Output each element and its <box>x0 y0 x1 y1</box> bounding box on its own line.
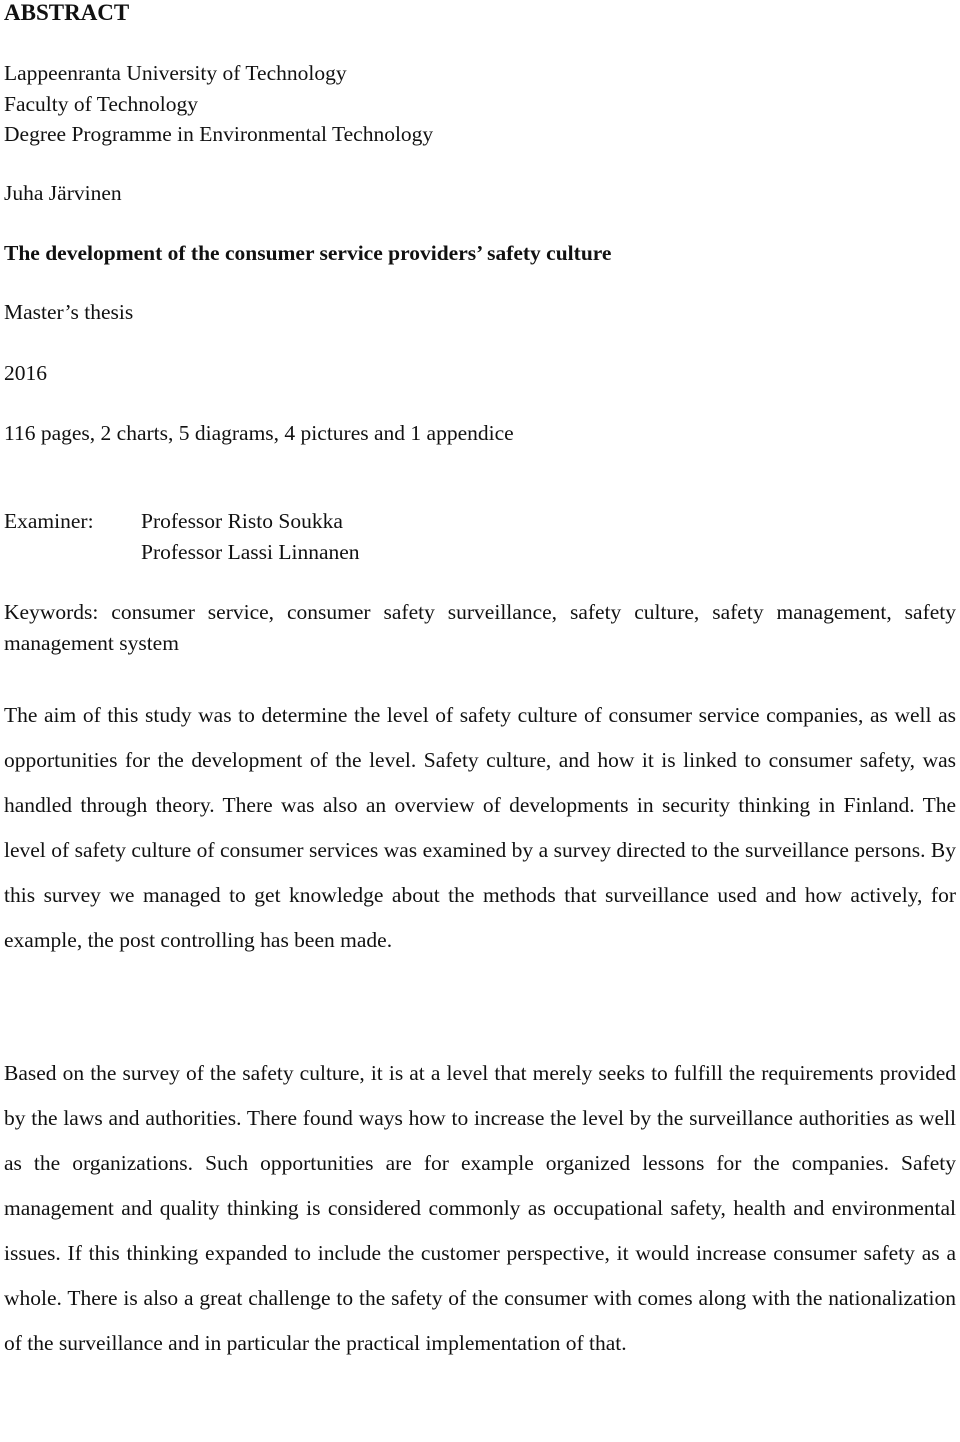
author-name: Juha Järvinen <box>4 181 122 205</box>
abstract-heading: ABSTRACT <box>4 0 130 25</box>
examiner-label: Examiner: <box>4 509 94 533</box>
abstract-paragraph-1: The aim of this study was to determine the level of safety culture of consumer service companies, as well as opportunities for the development of the level. Safety culture, and how it is linked to consumer safety, was handled through theory. There was also an overview of developments in security thinking in Finland. The level of safety culture of consumer services was examined by a survey directed to the surveillance persons. By this survey we managed to get knowledge about the methods that surveillance used and how actively, for example, the post controlling has been made. <box>4 703 956 952</box>
examiner-name-1: Professor Risto Soukka <box>141 509 343 533</box>
university-name: Lappeenranta University of Technology <box>4 61 347 85</box>
thesis-type: Master’s thesis <box>4 300 134 324</box>
examiner-name-2: Professor Lassi Linnanen <box>141 540 360 564</box>
thesis-title: The development of the consumer service providers’ safety culture <box>4 241 612 265</box>
thesis-extent: 116 pages, 2 charts, 5 diagrams, 4 pictures and 1 appendice <box>4 421 514 445</box>
abstract-paragraph-2: Based on the survey of the safety culture, it is at a level that merely seeks to fulfill the requirements provided by the laws and authorities. There found ways how to increase the level by the surveillance authorities as well as the organizations. Such opportunities are for example organized lessons for the companies. Safety management and quality thinking is considered commonly as occupational safety, health and environmental issues. If this thinking expanded to include the customer perspective, it would increase consumer safety as a whole. There is also a great challenge to the safety of the consumer with comes along with the nationalization of the surveillance and in particular the practical implementation of that. <box>4 1061 956 1355</box>
faculty-name: Faculty of Technology <box>4 92 198 116</box>
keywords: Keywords: consumer service, consumer safety surveillance, safety culture, safety management, safety management system <box>4 600 956 655</box>
thesis-year: 2016 <box>4 361 47 385</box>
degree-programme: Degree Programme in Environmental Technology <box>4 122 434 146</box>
